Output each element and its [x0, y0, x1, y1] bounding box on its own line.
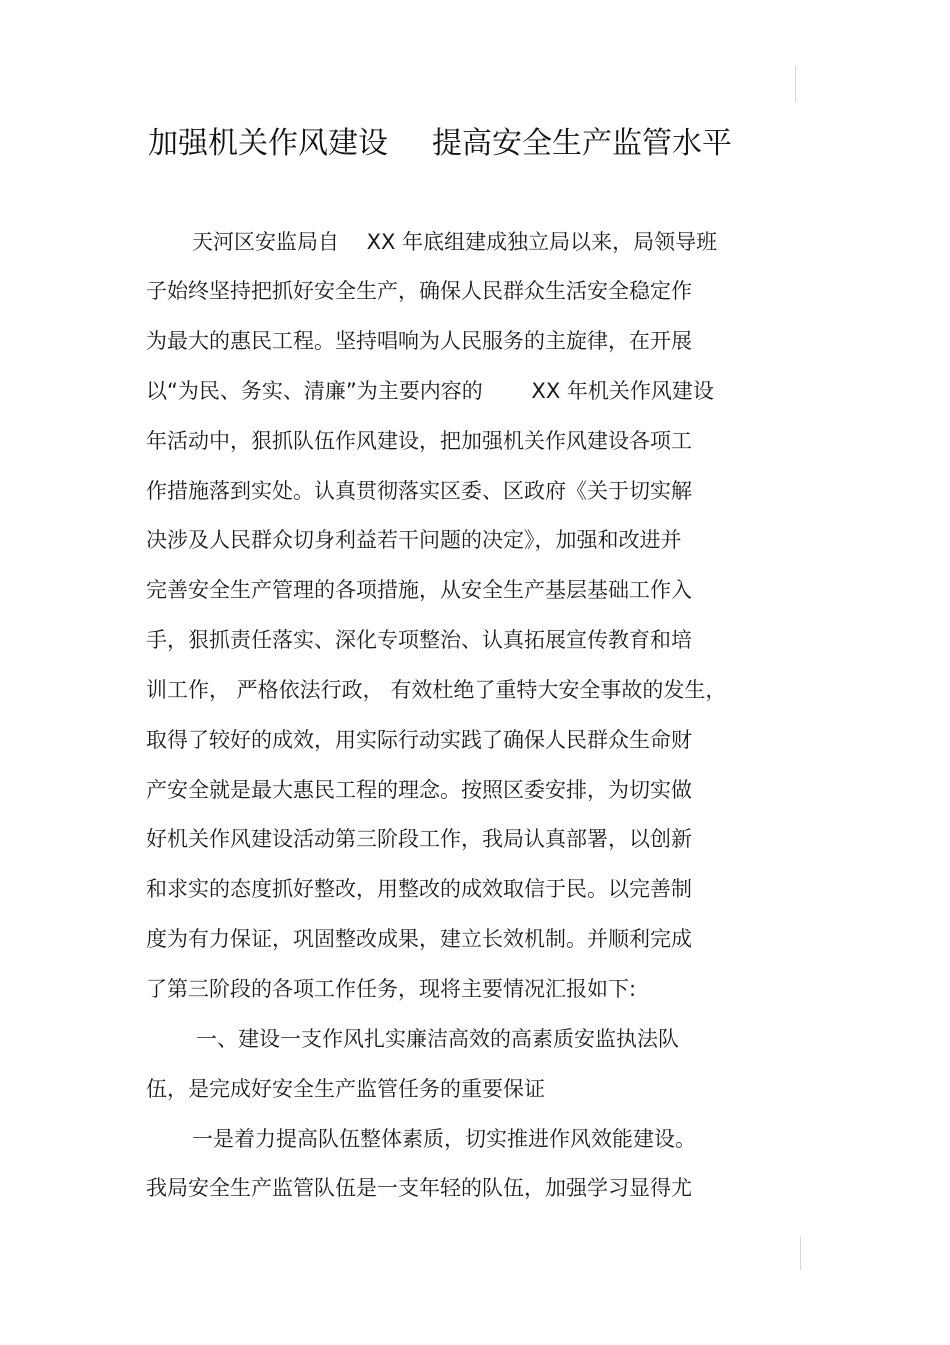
- paragraph-line: 作措施落到实处。认真贯彻落实区委、区政府《关于切实解: [146, 479, 692, 503]
- paragraph-line: 决涉及人民群众切身利益若干问题的决定》，加强和改进并: [146, 528, 682, 552]
- paragraph-line: 手，狠抓责任落实、深化专项整治、认真拓展宣传教育和培: [146, 628, 692, 652]
- paragraph-line: 我局安全生产监管队伍是一支年轻的队伍，加强学习显得尤: [146, 1176, 692, 1200]
- paragraph-line: 取得了较好的成效，用实际行动实践了确保人民群众生命财: [146, 728, 692, 752]
- paragraph-line: 了第三阶段的各项工作任务，现将主要情况汇报如下:: [146, 977, 637, 1001]
- paragraph-line: 产安全就是最大惠民工程的理念。按照区委安排，为切实做: [146, 778, 692, 802]
- paragraph-line: 以“为民、务实、清廉”为主要内容的 XX 年机关作风建设: [146, 379, 714, 403]
- paragraph-line: 完善安全生产管理的各项措施，从安全生产基层基础工作入: [146, 578, 692, 602]
- paragraph-line: 好机关作风建设活动第三阶段工作，我局认真部署，以创新: [146, 827, 692, 851]
- page-edge-mark-bottom: [800, 1236, 801, 1270]
- paragraph-line: 和求实的态度抓好整改，用整改的成效取信于民。以完善制: [146, 877, 692, 901]
- title-part-1: 加强机关作风建设: [148, 126, 388, 161]
- document-title: [148, 122, 732, 166]
- paragraph-line: 天河区安监局自 XX 年底组建成独立局以来，局领导班: [192, 230, 718, 254]
- title-part-2: 提高安全生产监管水平: [432, 126, 732, 161]
- paragraph-line: 度为有力保证，巩固整改成果，建立长效机制。并顺利完成: [146, 927, 692, 951]
- paragraph-line: 为最大的惠民工程。坚持唱响为人民服务的主旋律，在开展: [146, 329, 692, 353]
- section-heading-line: 伍，是完成好安全生产监管任务的重要保证: [146, 1077, 545, 1101]
- section-heading-line: 一、建设一支作风扎实廉洁高效的高素质安监执法队: [196, 1027, 679, 1051]
- page-edge-mark-top: [795, 66, 796, 102]
- paragraph-line: 一是着力提高队伍整体素质，切实推进作风效能建设。: [192, 1127, 696, 1151]
- paragraph-line: 年活动中，狠抓队伍作风建设，把加强机关作风建设各项工: [146, 429, 692, 453]
- paragraph-line: 子始终坚持把抓好安全生产，确保人民群众生活安全稳定作: [146, 279, 692, 303]
- paragraph-line: 训工作， 严格依法行政， 有效杜绝了重特大安全事故的发生，: [146, 678, 727, 702]
